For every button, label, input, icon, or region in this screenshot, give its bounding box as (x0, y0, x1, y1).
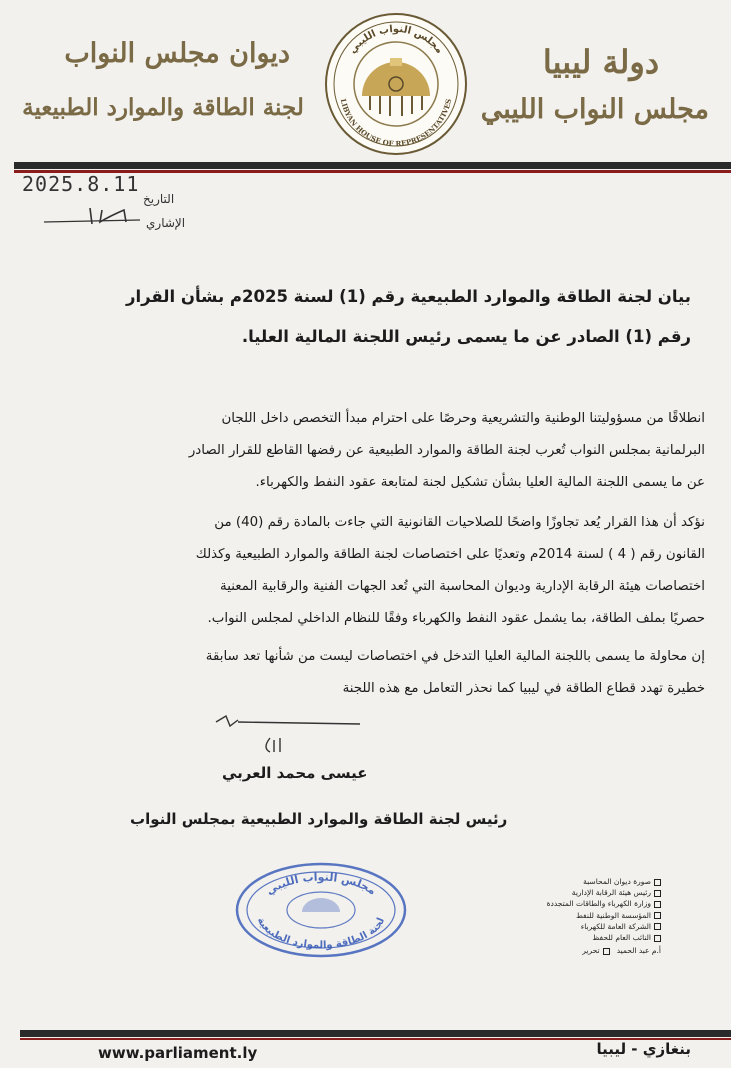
cc-item (511, 887, 661, 898)
checkbox-icon (654, 890, 661, 897)
svg-text:مجلس النواب الليبي (264, 871, 379, 898)
statement-title-line2: رقم (1) الصادر عن ما يسمى رئيس اللجنة المالية العليا. (241, 327, 691, 346)
header-right-line1: دولة ليبيا (542, 43, 660, 81)
checkbox-icon (654, 935, 661, 942)
body-p1-l3: عن ما يسمى اللجنة المالية العليا بشأن تشكيل لجنة لمتابعة عقود النفط والكهرباء. (255, 475, 705, 490)
header-left-line2: لجنة الطاقة والموارد الطبيعية (22, 94, 304, 121)
checkbox-icon (654, 923, 661, 930)
stamp-text-bottom: لجنة الطاقة والموارد الطبيعية (254, 915, 388, 952)
reference-handwriting (40, 200, 150, 230)
body-p2-l2: القانون رقم ( 4 ) لسنة 2014م وتعديًا على اختصاصات لجنة الطاقة والموارد الطبيعية وكذلك (195, 547, 705, 562)
cc-item-label: المؤسسة الوطنية للنفط (575, 910, 651, 920)
cc-footer (511, 945, 661, 956)
body-p3-l1: إن محاولة ما يسمى باللجنة المالية العليا التدخل في اختصاصات ليست من شأنها تعد سابقة (205, 649, 705, 664)
cc-item-label: وزارة الكهرباء والطاقات المتجددة (546, 899, 651, 909)
body-p1-l2: البرلمانية بمجلس النواب تُعرب لجنة الطاقة والموارد الطبيعية عن رفضها القاطع للقرار الصادر (188, 443, 705, 458)
stamp-text-top: مجلس النواب الليبي (263, 870, 379, 898)
header-rule (14, 162, 731, 169)
handwritten-signature (210, 708, 370, 758)
header-right-line2: مجلس النواب الليبي (480, 94, 709, 125)
statement-title-line1: بيان لجنة الطاقة والموارد الطبيعية رقم (1) لسنة 2025م بشأن القرار (126, 287, 691, 306)
body-p2-l4: حصريًا بملف الطاقة، بما يشمل عقود النفط والكهرباء وفقًا للنظام الداخلي لمجلس النواب. (207, 611, 705, 626)
cc-item (511, 876, 661, 887)
parliament-emblem (322, 10, 470, 158)
body-p2-l1: نؤكد أن هذا القرار يُعد تجاوزًا واضحًا للصلاحيات القانونية التي جاءت بالمادة رقم (40) من (214, 515, 705, 530)
emblem-arc-ar: مجلس النواب الليبي (347, 23, 445, 56)
signatory-name: عيسى محمد العربي (222, 764, 368, 782)
date-value: 2025.8.11 (22, 172, 140, 196)
body-p3-l2: خطيرة تهدد قطاع الطاقة في ليبيا كما نحذر التعامل مع هذه اللجنة (342, 681, 705, 696)
checkbox-icon (654, 901, 661, 908)
footer-rule (20, 1030, 731, 1037)
body-p1-l1: انطلاقًا من مسؤوليتنا الوطنية والتشريعية وحرصًا على احترام مبدأ التخصص داخل اللجان (221, 411, 705, 426)
footer-website: www.parliament.ly (98, 1044, 258, 1062)
checkbox-icon (603, 948, 610, 955)
svg-text:لجنة الطاقة والموارد الطبيعية (255, 916, 387, 951)
body-p2-l3: اختصاصات هيئة الرقابة الإدارية وديوان المحاسبة التي تُعد الجهات الفنية والرقابية المعنية (220, 579, 705, 594)
cc-item-label: النائب العام للحفظ (592, 933, 651, 943)
date-label: التاريخ (143, 192, 175, 206)
cc-item (511, 898, 661, 909)
cc-item (511, 910, 661, 921)
emblem-arc-en: LIBYAN HOUSE OF REPRESENTATIVES (338, 97, 454, 149)
reference-label: الإشاري (146, 216, 186, 230)
committee-stamp (232, 860, 410, 960)
cc-item-label: الشركة العامة للكهرباء (580, 921, 651, 931)
cc-footer-initials: أ.م عبد الحميد (616, 946, 661, 956)
cc-item (511, 932, 661, 943)
header-left-line1: ديوان مجلس النواب (64, 38, 290, 69)
footer-city: بنغازي - ليبيا (596, 1040, 691, 1058)
cc-item-label: صورة ديوان المحاسبة (583, 877, 651, 886)
checkbox-icon (654, 879, 661, 886)
checkbox-icon (654, 912, 661, 919)
cc-item (511, 921, 661, 932)
signatory-title: رئيس لجنة الطاقة والموارد الطبيعية بمجلس النواب (130, 810, 508, 828)
cc-item-label: رئيس هيئة الرقابة الإدارية (571, 888, 651, 898)
cc-footer-file: تحرير (582, 946, 600, 956)
cc-list (511, 876, 661, 956)
